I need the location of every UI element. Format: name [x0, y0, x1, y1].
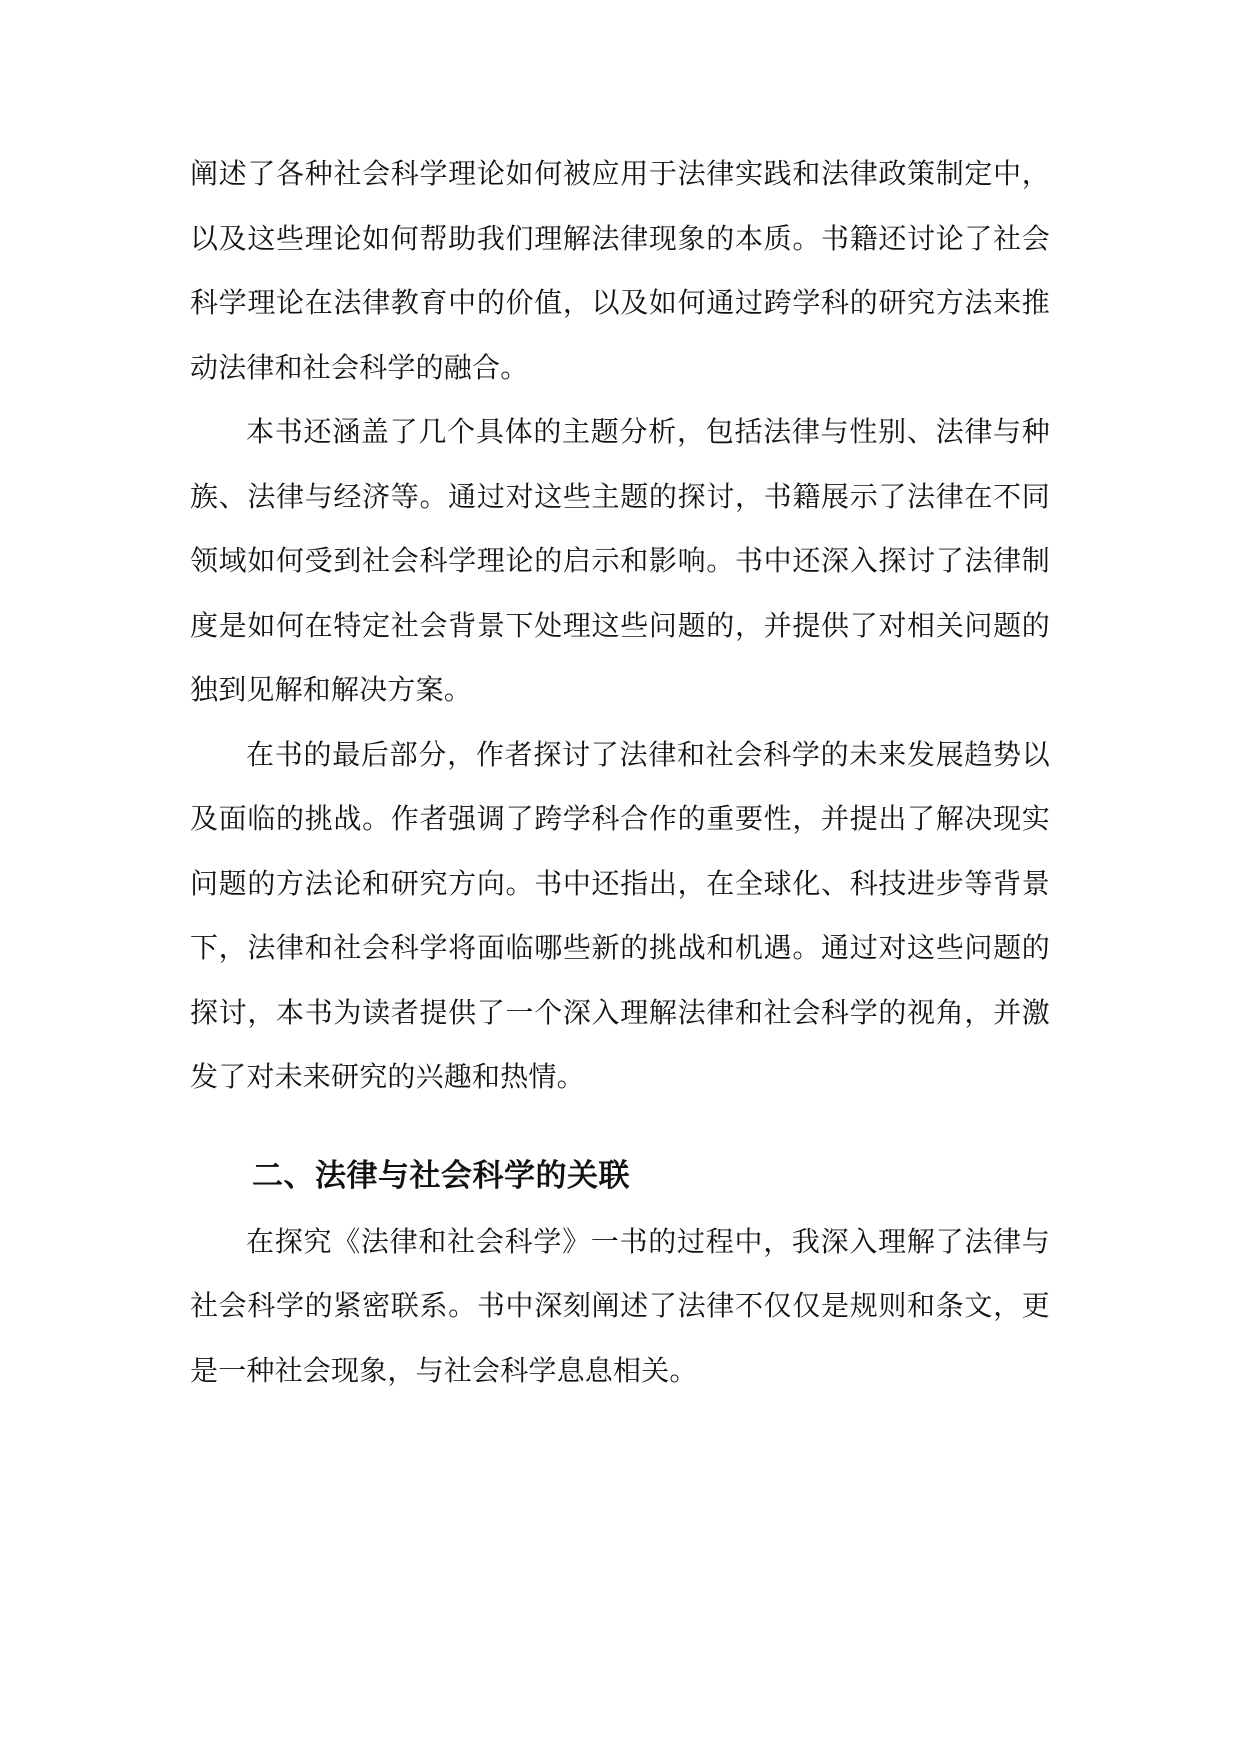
- paragraph-1: 阐述了各种社会科学理论如何被应用于法律实践和法律政策制定中，以及这些理论如何帮助我们理解法律现象的本质。书籍还讨论了社会科学理论在法律教育中的价值，以及如何通过跨学科的研究方法来推动法律和社会科学的融合。: [190, 157, 1050, 384]
- document-body: [190, 142, 1050, 1403]
- paragraph-3: 在书的最后部分，作者探讨了法律和社会科学的未来发展趋势以及面临的挑战。作者强调了跨学科合作的重要性，并提出了解决现实问题的方法论和研究方向。书中还指出，在全球化、科技进步等背景下，法律和社会科学将面临哪些新的挑战和机遇。通过对这些问题的探讨，本书为读者提供了一个深入理解法律和社会科学的视角，并激发了对未来研究的兴趣和热情。: [190, 737, 1050, 1093]
- paragraph-2: 本书还涵盖了几个具体的主题分析，包括法律与性别、法律与种族、法律与经济等。通过对这些主题的探讨，书籍展示了法律在不同领域如何受到社会科学理论的启示和影响。书中还深入探讨了法律制度是如何在特定社会背景下处理这些问题的，并提供了对相关问题的独到见解和解决方案。: [190, 415, 1050, 706]
- section-heading: 二、法律与社会科学的关联: [252, 1157, 630, 1194]
- paragraph-4: 在探究《法律和社会科学》一书的过程中，我深入理解了法律与社会科学的紧密联系。书中深刻阐述了法律不仅仅是规则和条文，更是一种社会现象，与社会科学息息相关。: [190, 1224, 1050, 1387]
